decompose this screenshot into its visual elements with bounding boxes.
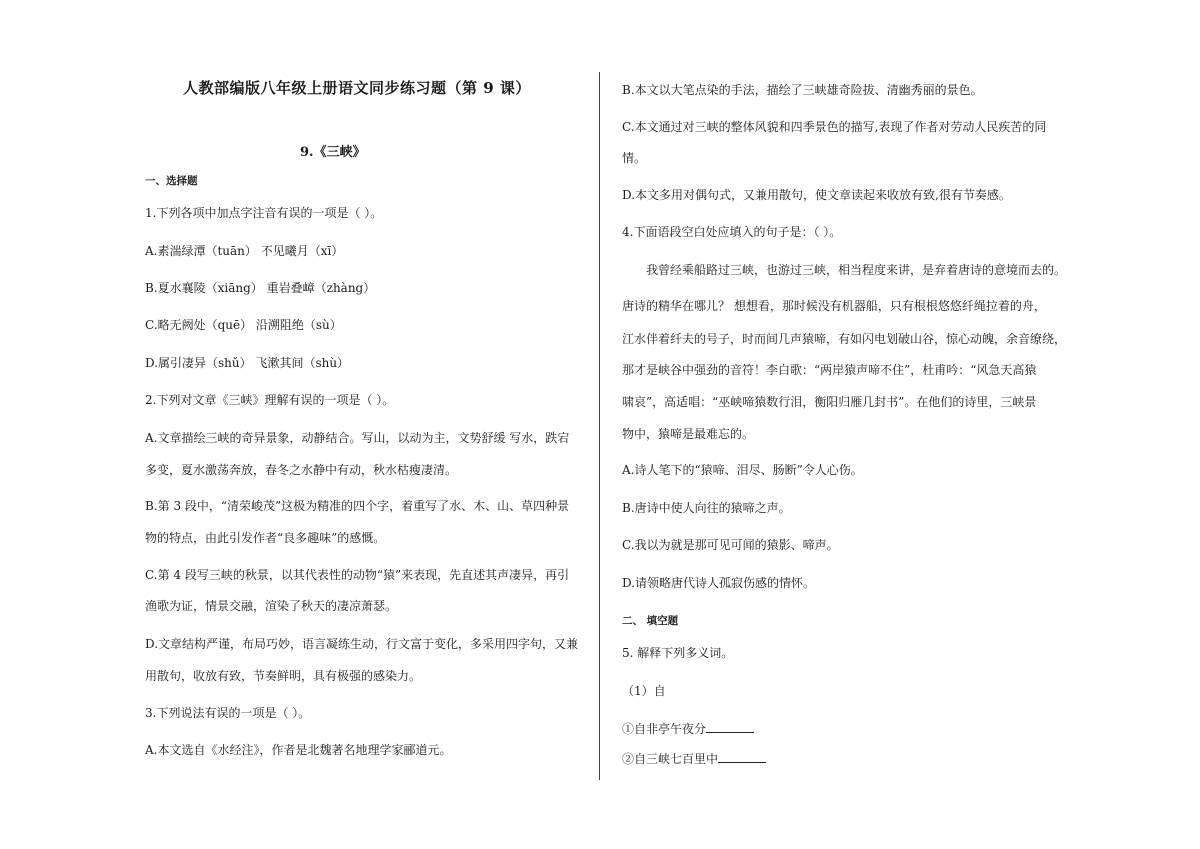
q4-passage-line1: 我曾经乘船路过三峡，也游过三峡，相当程度来讲，是弃着唐诗的意境而去的。 (646, 263, 1067, 277)
q4-passage-line5: 啸哀”，高适唱：“巫峡啼猿数行泪，衡阳归雁几封书”。在他们的诗里，三峡景 (622, 395, 1037, 409)
q1-option-d: D.属引凄异（shǔ） 飞漱其间（shù） (145, 356, 350, 370)
q4-option-a: A.诗人笔下的“猿啼、泪尽、肠断”令人心伤。 (622, 463, 863, 477)
q3-option-b: B.本文以大笔点染的手法，描绘了三峡雄奇险拔、清幽秀丽的景色。 (622, 83, 983, 97)
column-divider (599, 72, 600, 780)
q5-item-2-text: ②自三峡七百里中 (622, 752, 719, 766)
q2-option-d-line2: 用散句，收放有致，节奏鲜明，具有极强的感染力。 (145, 669, 422, 683)
q4-passage-line2: 唐诗的精华在哪儿？ 想想看，那时候没有机器船，只有根根悠悠纤绳拉着的舟， (622, 299, 1046, 313)
q2-option-b-line2: 物的特点，由此引发作者“良多趣味”的感慨。 (145, 531, 386, 545)
q5-item-2 (622, 750, 766, 767)
q2-stem: 2.下列对文章《三峡》理解有误的一项是（ ）。 (145, 393, 395, 407)
q1-stem: 1.下列各项中加点字注音有误的一项是（ ）。 (145, 206, 383, 220)
q3-option-a: A.本文选自《水经注》，作者是北魏著名地理学家郦道元。 (145, 743, 452, 757)
q4-option-b: B.唐诗中使人向往的猿啼之声。 (622, 501, 791, 515)
q2-option-b-line1: B.第 3 段中，“清荣峻茂”这极为精准的四个字，着重写了水、木、山、草四种景 (145, 499, 570, 513)
q2-option-a-line1: A.文章描绘三峡的奇异景象，动静结合。写山，以动为主，文势舒缓 写水，跌宕 (145, 431, 570, 445)
q2-option-d-line1: D.文章结构严谨，布局巧妙，语言凝练生动，行文富于变化，多采用四字句，又兼 (145, 637, 579, 651)
q4-passage-line3: 江水伴着纤夫的号子，时而间几声猿啼，有如闪电划破山谷，惊心动魄，余音缭绕， (622, 332, 1067, 346)
section-heading-fill: 二、 填空题 (622, 615, 679, 627)
lesson-title: 9.《三峡》 (300, 145, 366, 160)
q5-item-1-text: ①自非亭午夜分 (622, 722, 707, 736)
q5-sub-heading: （1）自 (622, 684, 666, 698)
q4-option-c: C.我以为就是那可见可闻的猿影、啼声。 (622, 538, 839, 552)
q2-option-c-line2: 渔歌为证，情景交融，渲染了秋天的凄凉萧瑟。 (145, 599, 398, 613)
q3-option-d: D.本文多用对偶句式，又兼用散句，使文章读起来收放有致,很有节奏感。 (622, 188, 1011, 202)
q3-option-c-line2: 情。 (622, 151, 647, 165)
q5-stem: 5. 解释下列多义词。 (622, 646, 734, 660)
answer-blank[interactable] (706, 720, 754, 733)
q5-item-1 (622, 720, 754, 737)
q2-option-c-line1: C.第 4 段写三峡的秋景，以其代表性的动物“猿”来表现，先直述其声凄异，再引 (145, 568, 570, 582)
page-title: 人教部编版八年级上册语文同步练习题（第 9 课） (183, 79, 531, 97)
q3-option-c-line1: C.本文通过对三峡的整体风貌和四季景色的描写,表现了作者对劳动人民疾苦的同 (622, 120, 1047, 134)
q1-option-a: A.素湍绿潭（tuān） 不见曦月（xī） (145, 244, 344, 258)
answer-blank[interactable] (718, 750, 766, 763)
q4-passage-line6: 物中，猿啼是最难忘的。 (622, 427, 755, 441)
q1-option-b: B.夏水襄陵（xiāng） 重岩叠嶂（zhàng） (145, 281, 376, 295)
q4-passage-line4: 那才是峡谷中强劲的音符！李白歌：“两岸猿声啼不住”，杜甫吟：“风急天高猿 (622, 363, 1037, 377)
q4-option-d: D.请领略唐代诗人孤寂伤感的情怀。 (622, 576, 816, 590)
q4-stem: 4.下面语段空白处应填入的句子是：（ ）。 (622, 225, 842, 239)
q2-option-a-line2: 多变，夏水激荡奔放，春冬之水静中有动，秋水枯瘦凄清。 (145, 463, 458, 477)
section-heading-choice: 一、选择题 (145, 175, 198, 187)
q1-option-c: C.略无阙处（quē） 沿溯阻绝（sù） (145, 318, 342, 332)
q3-stem: 3.下列说法有误的一项是（ ）。 (145, 706, 311, 720)
